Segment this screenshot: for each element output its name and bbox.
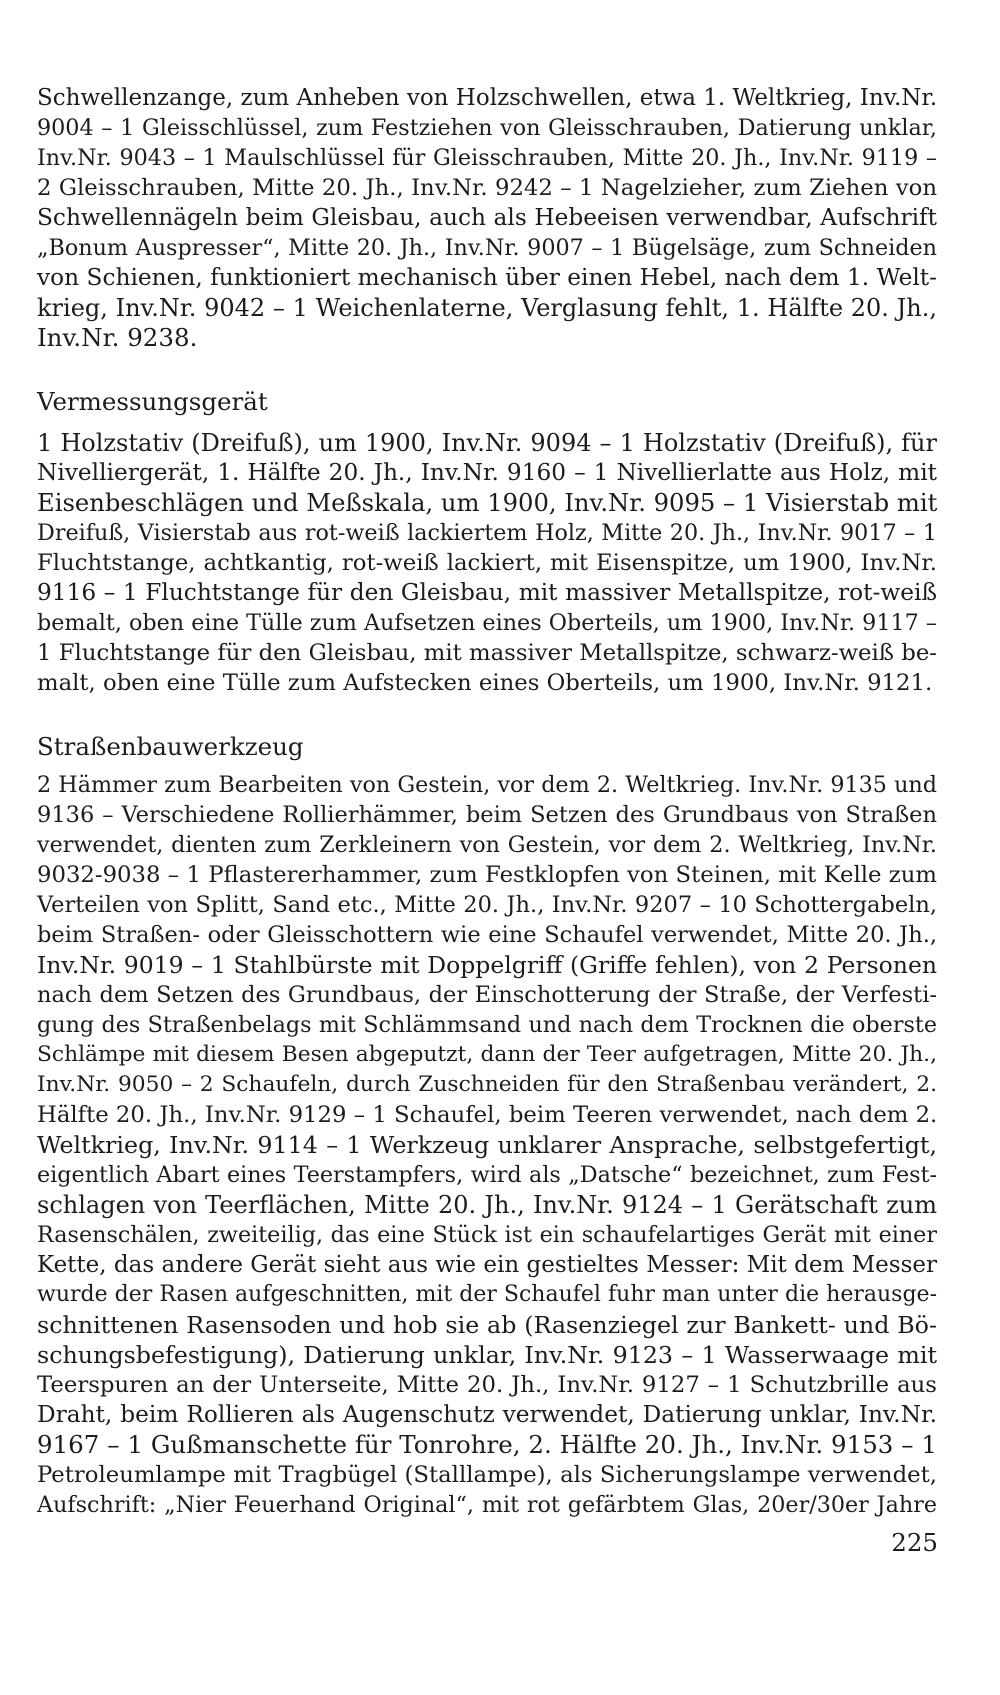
text-line: Inv.Nr. 9050 – 2 Schaufeln, durch Zuschneiden für den Straßenbau verändert, 2.	[37, 1072, 937, 1097]
text-line: Hälfte 20. Jh., Inv.Nr. 9129 – 1 Schaufel, beim Teeren verwendet, nach dem 2.	[37, 1102, 938, 1128]
text-line: krieg, Inv.Nr. 9042 – 1 Weichenlaterne, Verglasung fehlt, 1. Hälfte 20. Jh.,	[37, 294, 937, 322]
text-line: Draht, beim Rollieren als Augenschutz verwendet, Datierung unklar, Inv.Nr.	[37, 1401, 937, 1428]
text-line: schnittenen Rasensoden und hob sie ab (Rasenziegel zur Bankett- und Bö-	[37, 1311, 937, 1339]
text-line: 9032-9038 – 1 Pflastererhammer, zum Festklopfen von Steinen, mit Kelle zum	[37, 862, 937, 888]
section-heading-strassenbau: Straßenbauwerkzeug	[37, 732, 304, 761]
text-line: Eisenbeschlägen und Meßskala, um 1900, Inv.Nr. 9095 – 1 Visierstab mit	[37, 488, 938, 517]
text-line: Nivelliergerät, 1. Hälfte 20. Jh., Inv.Nr. 9160 – 1 Nivellierlatte aus Holz, mit	[37, 459, 937, 486]
text-line: Verteilen von Splitt, Sand etc., Mitte 20. Jh., Inv.Nr. 9207 – 10 Schottergabeln,	[37, 892, 937, 918]
text-line: Schwellennägeln beim Gleisbau, auch als Hebeeisen verwendbar, Aufschrift	[37, 204, 937, 231]
text-line: verwendet, dienten zum Zerkleinern von Gestein, vor dem 2. Weltkrieg, Inv.Nr.	[37, 832, 937, 858]
text-line: eigentlich Abart eines Teerstampfers, wird als „Datsche“ bezeichnet, zum Fest-	[37, 1162, 937, 1188]
text-line: Teerspuren an der Unterseite, Mitte 20. Jh., Inv.Nr. 9127 – 1 Schutzbrille aus	[37, 1372, 937, 1398]
text-line: Schwellenzange, zum Anheben von Holzschwellen, etwa 1. Weltkrieg, Inv.Nr.	[37, 85, 938, 111]
text-line: 9167 – 1 Gußmanschette für Tonrohre, 2. Hälfte 20. Jh., Inv.Nr. 9153 – 1	[37, 1430, 937, 1459]
text-line: Inv.Nr. 9238.	[37, 323, 198, 352]
text-line: schlagen von Teerflächen, Mitte 20. Jh., Inv.Nr. 9124 – 1 Gerätschaft zum	[37, 1191, 937, 1219]
text-line: 9116 – 1 Fluchtstange für den Gleisbau, mit massiver Metallspitze, rot-weiß	[37, 579, 937, 606]
text-line: Inv.Nr. 9043 – 1 Maulschlüssel für Gleisschrauben, Mitte 20. Jh., Inv.Nr. 9119 –	[37, 145, 937, 171]
section-heading-vermessung: Vermessungsgerät	[37, 387, 268, 416]
text-line: 2 Hämmer zum Bearbeiten von Gestein, vor dem 2. Weltkrieg. Inv.Nr. 9135 und	[37, 772, 937, 798]
text-line: Fluchtstange, achtkantig, rot-weiß lackiert, mit Eisenspitze, um 1900, Inv.Nr.	[37, 550, 937, 576]
text-line: beim Straßen- oder Gleisschottern wie eine Schaufel verwendet, Mitte 20. Jh.,	[37, 922, 937, 948]
text-line: 9004 – 1 Gleisschlüssel, zum Festziehen von Gleisschrauben, Datierung unklar,	[37, 115, 937, 141]
text-line: Weltkrieg, Inv.Nr. 9114 – 1 Werkzeug unklarer Ansprache, selbstgefertigt,	[37, 1131, 937, 1159]
text-line: bemalt, oben eine Tülle zum Aufsetzen eines Oberteils, um 1900, Inv.Nr. 9117 –	[37, 610, 937, 636]
text-line: malt, oben eine Tülle zum Aufstecken eines Oberteils, um 1900, Inv.Nr. 9121.	[37, 670, 933, 696]
strassenbau-paragraph	[37, 770, 937, 1520]
text-line: wurde der Rasen aufgeschnitten, mit der Schaufel fuhr man unter die herausge-	[37, 1282, 937, 1307]
text-line: Petroleumlampe mit Tragbügel (Stalllampe), als Sicherungslampe verwendet,	[37, 1462, 937, 1488]
text-line: 9136 – Verschiedene Rollierhämmer, beim Setzen des Grundbaus von Straßen	[37, 802, 937, 828]
text-line: Schlämpe mit diesem Besen abgeputzt, dann der Teer aufgetragen, Mitte 20. Jh.,	[37, 1042, 937, 1067]
vermessung-paragraph	[37, 428, 937, 698]
text-line: nach dem Setzen des Grundbaus, der Einschotterung der Straße, der Verfesti-	[37, 982, 937, 1008]
text-line: 1 Holzstativ (Dreifuß), um 1900, Inv.Nr. 9094 – 1 Holzstativ (Dreifuß), für	[37, 429, 937, 457]
text-line: Inv.Nr. 9019 – 1 Stahlbürste mit Doppelgriff (Griffe fehlen), von 2 Personen	[37, 951, 937, 979]
intro-paragraph	[37, 83, 937, 353]
text-line: von Schienen, funktioniert mechanisch über einen Hebel, nach dem 1. Welt-	[37, 264, 937, 291]
text-line: Rasenschälen, zweiteilig, das eine Stück ist ein schaufelartiges Gerät mit einer	[37, 1222, 937, 1248]
text-line: schungsbefestigung), Datierung unklar, Inv.Nr. 9123 – 1 Wasserwaage mit	[37, 1341, 937, 1369]
text-line: gung des Straßenbelags mit Schlämmsand und nach dem Trocknen die oberste	[37, 1012, 937, 1038]
text-line: Aufschrift: „Nier Feuerhand Original“, mit rot gefärbtem Glas, 20er/30er Jahre	[37, 1492, 937, 1518]
text-line: Dreifuß, Visierstab aus rot-weiß lackiertem Holz, Mitte 20. Jh., Inv.Nr. 9017 – 1	[37, 520, 937, 546]
text-line: Kette, das andere Gerät sieht aus wie ein gestieltes Messer: Mit dem Messer	[37, 1252, 937, 1278]
text-line: 2 Gleisschrauben, Mitte 20. Jh., Inv.Nr. 9242 – 1 Nagelzieher, zum Ziehen von	[37, 175, 937, 201]
page-number: 225	[891, 1528, 938, 1557]
text-line: „Bonum Auspresser“, Mitte 20. Jh., Inv.Nr. 9007 – 1 Bügelsäge, zum Schneiden	[37, 235, 937, 261]
text-line: 1 Fluchtstange für den Gleisbau, mit massiver Metallspitze, schwarz-weiß be-	[37, 640, 937, 666]
